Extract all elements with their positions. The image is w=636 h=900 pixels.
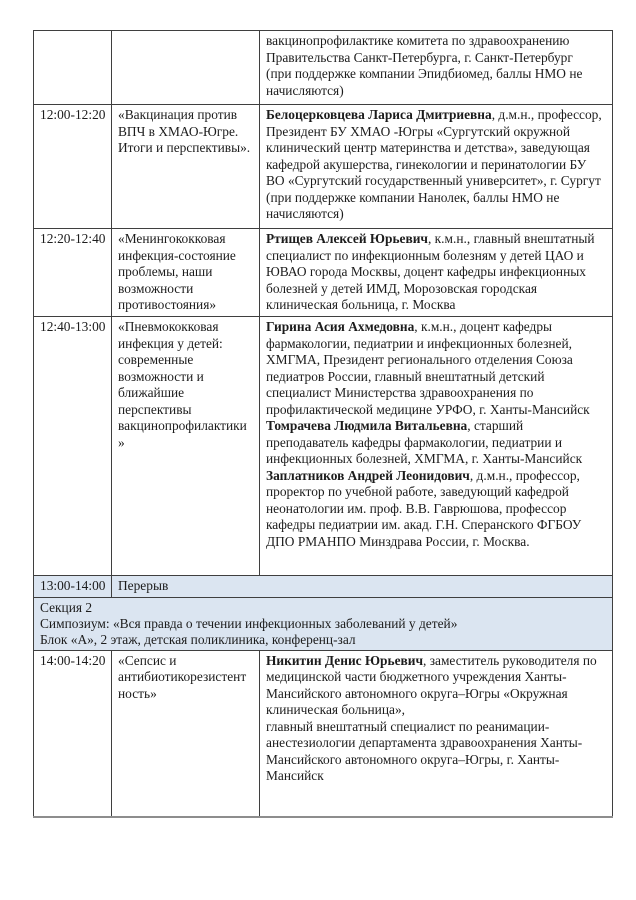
details-paragraph bbox=[266, 319, 606, 418]
time-cell: 12:40-13:00 bbox=[34, 317, 112, 576]
speaker-name: Никитин Денис Юрьевич bbox=[266, 652, 424, 668]
details-paragraph bbox=[266, 418, 606, 468]
details-paragraph bbox=[266, 231, 606, 314]
section-location: Блок «А», 2 этаж, детская поликлиника, конференц-зал bbox=[40, 631, 356, 647]
details-paragraph bbox=[266, 190, 606, 223]
time-cell: 13:00-14:00 bbox=[34, 576, 112, 598]
table-row-break bbox=[34, 576, 613, 598]
topic-cell: «Менингококковая инфекция-состояние проблемы, наши возможности противостояния» bbox=[112, 229, 260, 317]
table-row bbox=[34, 105, 613, 229]
time-cell: 12:00-12:20 bbox=[34, 105, 112, 229]
details-text: , д.м.н., профессор, Президент БУ ХМАО -Югры «Сургутский окружной клинический центр материнства и детства», заведующая кафедрой акушерства, гинекологии и перинатологии БУ ВО «Сургутский государственный университет», г. Сургут bbox=[266, 107, 602, 188]
details-paragraph bbox=[266, 468, 606, 551]
details-cell bbox=[260, 317, 613, 576]
topic-cell: «Пневмококковая инфекция у детей: современные возможности и ближайшие перспективы вакцинопрофилактики» bbox=[112, 317, 260, 576]
details-cell bbox=[260, 650, 613, 817]
table-row bbox=[34, 650, 613, 817]
table-row bbox=[34, 229, 613, 317]
details-cell bbox=[260, 31, 613, 105]
program-table bbox=[33, 30, 613, 818]
details-paragraph bbox=[266, 653, 606, 719]
details-cell bbox=[260, 105, 613, 229]
details-text: , старший преподаватель кафедры фармакологии, педиатрии и инфекционных болезней, ХМГМА, г. Ханты-Мансийск bbox=[266, 418, 583, 466]
details-paragraph bbox=[266, 107, 606, 190]
details-text: (при поддержке компании Эпидбиомед, баллы НМО не начисляются) bbox=[266, 66, 583, 98]
details-cell bbox=[260, 229, 613, 317]
details-paragraph bbox=[266, 66, 606, 99]
speaker-name: Ртищев Алексей Юрьевич bbox=[266, 231, 428, 246]
details-text: , к.м.н., доцент кафедры фармакологии, педиатрии и инфекционных болезней, ХМГМА, Президент регионального отделения Союза педиатров России, главный внештатный детский специалист Министерства здравоохранения по профилактической медицине УРФО, г. Ханты-Мансийск bbox=[266, 319, 590, 417]
details-text: вакцинопрофилактике комитета по здравоохранению Правительства Санкт-Петербурга, г. Санкт-Петербург bbox=[266, 33, 573, 65]
section-cell bbox=[34, 597, 613, 650]
section-symposium: Симпозиум: «Вся правда о течении инфекционных заболеваний у детей» bbox=[40, 615, 458, 631]
section-title: Секция 2 bbox=[40, 599, 93, 615]
details-text: , д.м.н., профессор, проректор по учебной работе, заведующий кафедрой неонатологии им. проф. В.В. Гаврюшова, профессор кафедры педиатрии им. акад. Г.Н. Сперанского ФГБОУ ДПО РМАНПО Минздрава России, г. Москва. bbox=[266, 467, 582, 549]
speaker-name: Томрачева Людмила Витальевна bbox=[266, 418, 468, 433]
table-row bbox=[34, 317, 613, 576]
details-text: главный внештатный специалист по реанимации-анестезиологии департамента здравоохранения Ханты-Мансийского автономного округа–Югры, г. Ханты-Мансийск bbox=[266, 718, 583, 783]
time-cell: 12:20-12:40 bbox=[34, 229, 112, 317]
details-text: , заместитель руководителя по медицинской части бюджетного учреждения Ханты-Мансийского автономного округа–Югры «Окружная клиническая больница», bbox=[266, 652, 597, 717]
details-text: (при поддержке компании Нанолек, баллы НМО не начисляются) bbox=[266, 189, 560, 221]
table-row-section bbox=[34, 597, 613, 650]
details-text: , к.м.н., главный внештатный специалист по инфекционным болезням у детей ЦАО и ЮВАО города Москвы, доцент кафедры инфекционных болезней у детей ИМД, Морозовская городская клиническая больница, г. Москва bbox=[266, 231, 595, 312]
topic-cell: «Сепсис и антибиотикорезистентность» bbox=[112, 650, 260, 817]
details-paragraph bbox=[266, 719, 606, 785]
details-paragraph bbox=[266, 33, 606, 66]
topic-cell bbox=[112, 31, 260, 105]
speaker-name: Заплатников Андрей Леонидович bbox=[266, 467, 470, 483]
topic-cell: «Вакцинация против ВПЧ в ХМАО-Югре. Итоги и перспективы». bbox=[112, 105, 260, 229]
table-row bbox=[34, 31, 613, 105]
speaker-name: Белоцерковцева Лариса Дмитриевна bbox=[266, 107, 492, 122]
time-cell: 14:00-14:20 bbox=[34, 650, 112, 817]
time-cell bbox=[34, 31, 112, 105]
break-cell: Перерыв bbox=[112, 576, 613, 598]
speaker-name: Гирина Асия Ахмедовна bbox=[266, 319, 415, 334]
